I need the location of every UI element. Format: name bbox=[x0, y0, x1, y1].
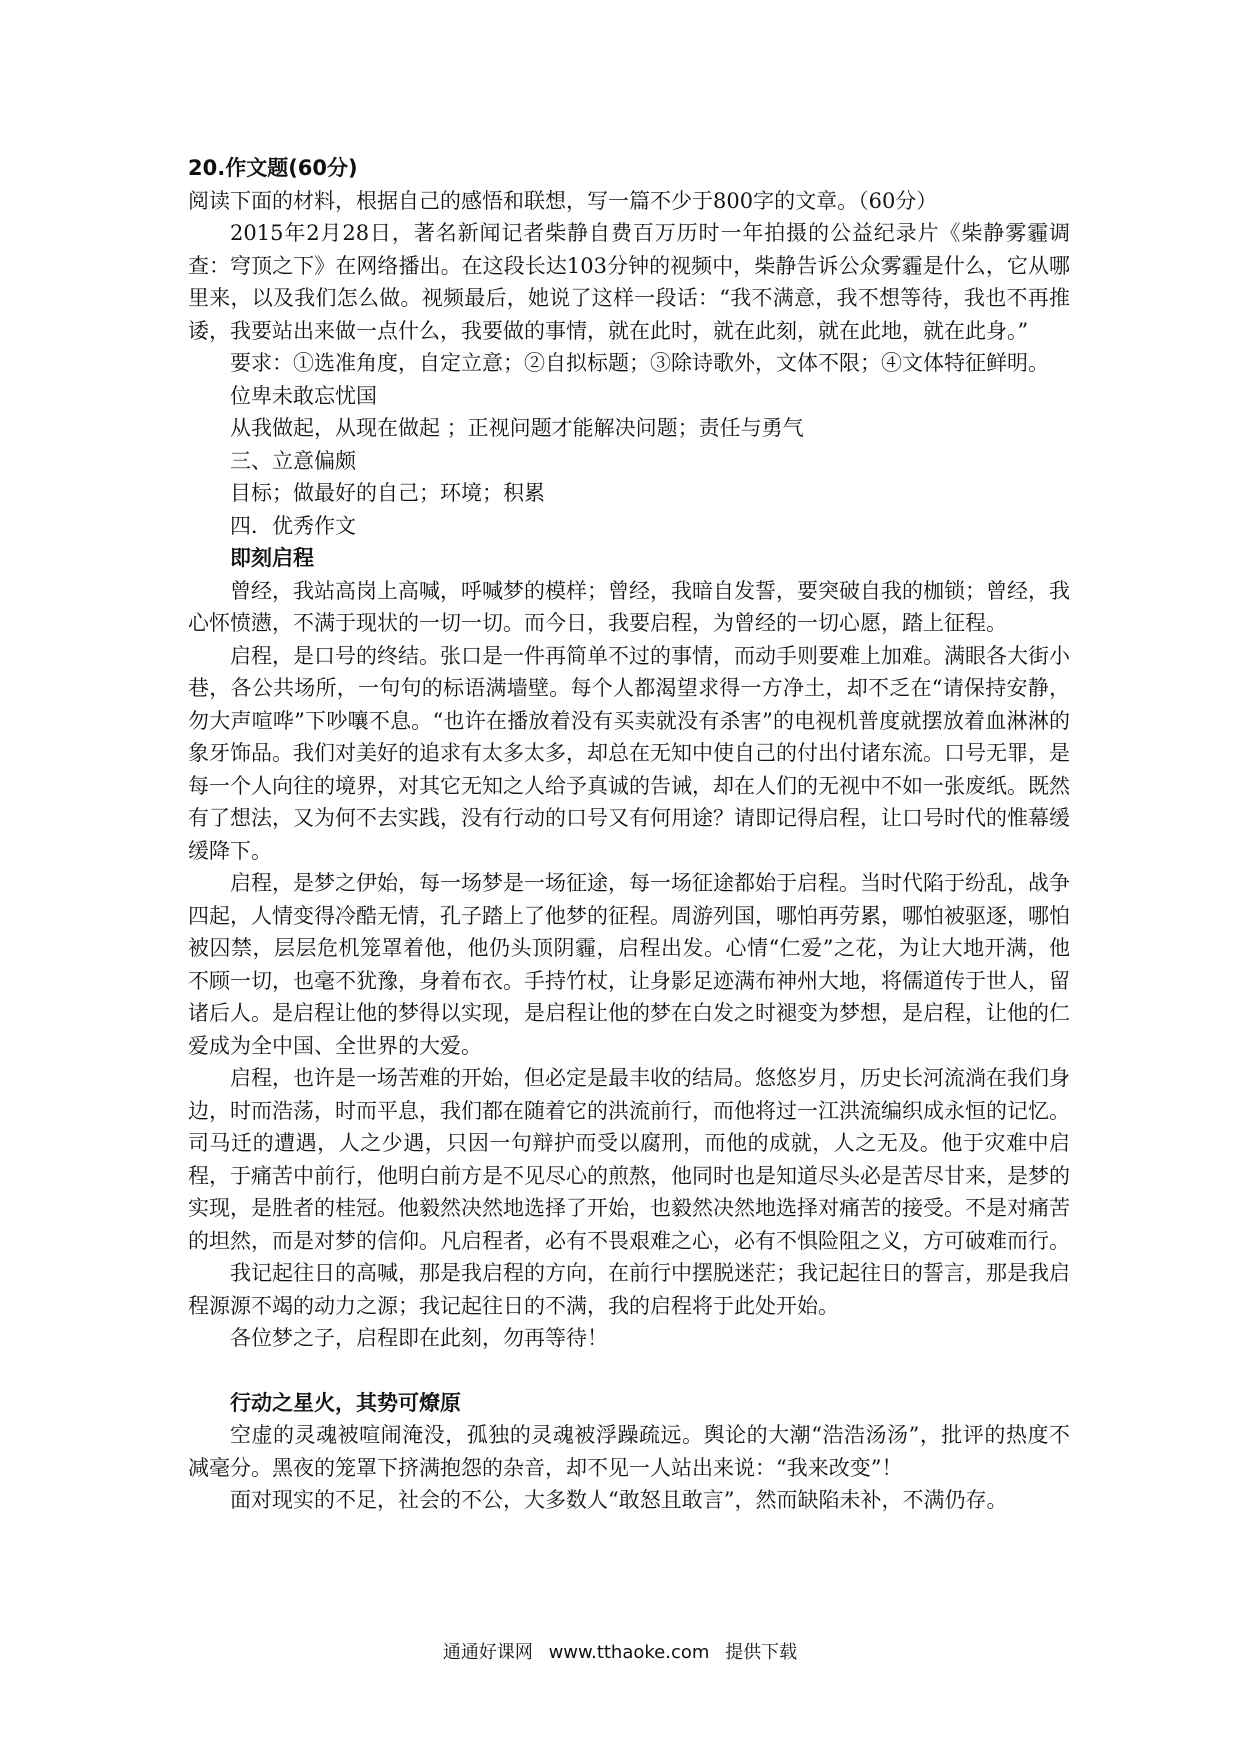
footer-site-name: 通通好课网 bbox=[442, 1642, 533, 1663]
page-footer bbox=[0, 1638, 1240, 1664]
essay-paragraph: 我记起往日的高喊，那是我启程的方向，在前行中摆脱迷茫；我记起往日的誓言，那是我启程源源不竭的动力之源；我记起往日的不满，我的启程将于此处开始。 bbox=[188, 1261, 1070, 1318]
essay-title: 行动之星火，其势可燎原 bbox=[230, 1390, 461, 1415]
question-material: 2015年2月28日，著名新闻记者柴静自费百万历时一年拍摄的公益纪录片《柴静雾霾调查：穹顶之下》在网络播出。在这段长达103分钟的视频中，柴静告诉公众雾霾是什么，它从哪里来，以及我们怎么做。视频最后，她说了这样一段话：“我不满意，我不想等待，我也不再推诿，我要站出来做一点什么，我要做的事情，就在此时，就在此刻，就在此地，就在此身。” bbox=[188, 221, 1070, 343]
essay-paragraph: 启程，也许是一场苦难的开始，但必定是最丰收的结局。悠悠岁月，历史长河流淌在我们身边，时而浩荡，时而平息，我们都在随着它的洪流前行，而他将过一江洪流编织成永恒的记忆。司马迁的遭遇，人之少遇，只因一句辩护而受以腐刑，而他的成就，人之无及。他于灾难中启程，于痛苦中前行，他明白前方是不见尽心的煎熬，他同时也是知道尽头必是苦尽甘来，是梦的实现，是胜者的桂冠。他毅然决然地选择了开始，也毅然决然地选择对痛苦的接受。不是对痛苦的坦然，而是对梦的信仰。凡启程者，必有不畏艰难之心，必有不惧险阻之义，方可破难而行。 bbox=[188, 1066, 1070, 1253]
footer-tail: 提供下载 bbox=[725, 1642, 798, 1663]
question-heading: 20.作文题(60分) bbox=[188, 156, 358, 180]
essay-title: 即刻启程 bbox=[230, 546, 314, 570]
essay-paragraph: 启程，是梦之伊始，每一场梦是一场征途，每一场征途都始于启程。当时代陷于纷乱，战争四起，人情变得冷酷无情，孔子踏上了他梦的征程。周游列国，哪怕再劳累，哪怕被驱逐，哪怕被囚禁，层层危机笼罩着他，他仍头顶阴霾，启程出发。心情“仁爱”之花，为让大地开满，他不顾一切，也毫不犹豫，身着布衣。手持竹杖，让身影足迹满布神州大地，将儒道传于世人，留诸后人。是启程让他的梦得以实现，是启程让他的梦在白发之时褪变为梦想，是启程，让他的仁爱成为全中国、全世界的大爱。 bbox=[188, 871, 1070, 1058]
question-requirements: 要求：①选准角度，自定立意；②自拟标题；③除诗歌外，文体不限；④文体特征鲜明。 bbox=[230, 351, 1049, 375]
essay-paragraph: 各位梦之子，启程即在此刻，勿再等待！ bbox=[230, 1326, 608, 1350]
essay-paragraph: 启程，是口号的终结。张口是一件再简单不过的事情，而动手则要难上加难。满眼各大街小巷，各公共场所，一句句的标语满墙壁。每个人都渴望求得一方净土，却不乏在“请保持安静，勿大声喧哗”下吵嚷不息。“也许在播放着没有买卖就没有杀害”的电视机普度就摆放着血淋淋的象牙饰品。我们对美好的追求有太多太多，却总在无知中使自己的付出付诸东流。口号无罪，是每一个人向往的境界，对其它无知之人给予真诚的告诫，却在人们的无视中不如一张废纸。既然有了想法，又为何不去实践，没有行动的口号又有何用途？请即记得启程，让口号时代的惟幕缓缓降下。 bbox=[188, 643, 1070, 863]
document-page bbox=[188, 152, 1070, 1517]
analysis-line: 三、立意偏颇 bbox=[230, 448, 356, 473]
question-instruction: 阅读下面的材料，根据自己的感悟和联想，写一篇不少于800字的文章。（60分） bbox=[188, 188, 938, 213]
analysis-line: 目标；做最好的自己；环境；积累 bbox=[230, 481, 545, 505]
essay-paragraph: 面对现实的不足，社会的不公，大多数人“敢怒且敢言”，然而缺陷未补，不满仍存。 bbox=[230, 1488, 1008, 1512]
section-gap bbox=[188, 1355, 1070, 1387]
analysis-line: 位卑未敢忘忧国 bbox=[230, 383, 377, 408]
essay-paragraph: 空虚的灵魂被喧闹淹没，孤独的灵魂被浮躁疏远。舆论的大潮“浩浩汤汤”，批评的热度不减毫分。黑夜的笼罩下挤满抱怨的杂音，却不见一人站出来说：“我来改变”！ bbox=[188, 1423, 1070, 1480]
analysis-line: 从我做起，从现在做起 ；正视问题才能解决问题；责任与勇气 bbox=[230, 416, 804, 440]
footer-url[interactable]: www.tthaoke.com bbox=[548, 1642, 710, 1663]
essay-paragraph: 曾经，我站高岗上高喊，呼喊梦的模样；曾经，我暗自发誓，要突破自我的枷锁；曾经，我心怀愤懑，不满于现状的一切一切。而今日，我要启程，为曾经的一切心愿，踏上征程。 bbox=[188, 578, 1070, 635]
analysis-line: 四．优秀作文 bbox=[230, 513, 356, 538]
